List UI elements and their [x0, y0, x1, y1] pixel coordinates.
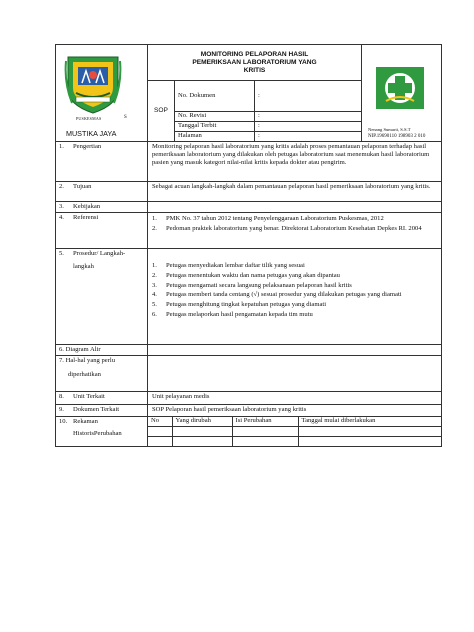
row-prosedur [56, 249, 442, 345]
table-row [148, 436, 441, 446]
content-rekaman [148, 416, 442, 446]
row-hal-hal [56, 356, 442, 392]
header-s-mark: S [124, 115, 127, 120]
content-pengertian: Monitoring pelaporan hasil laboratorium yang kritis adalah proses pemantauan pelaporan terhadap hasil pemeriksaan laboratorium yang dilakukan oleh petugas laboratorium saat menemukan hasil laboratorium pasien yang masuk kategori nilai-nilai kritis kepada dokter atau pengirim. [148, 142, 442, 182]
row-kebijakan [56, 202, 442, 213]
signer-nip: NIP.19690110 198903 2 010 [368, 134, 426, 139]
meta-value-tanggal-terbit: : [255, 122, 362, 132]
label-referensi: 4. Referensi [56, 213, 148, 249]
label-rekaman: 10. Rekaman HistorisPerubahan [56, 416, 148, 446]
table-row [148, 426, 441, 436]
label-tujuan: 2. Tujuan [56, 182, 148, 202]
label-diagram-alir: 6. Diagram Alir [56, 345, 148, 356]
column-header-isi-perubahan: Isi Perubahan [232, 417, 298, 427]
document-title: MONITORING PELAPORAN HASIL PEMERIKSAAN LABORATORIUM YANG KRITIS [148, 45, 362, 81]
list-item: 4. Petugas memberi tanda centang (√) sesuai prosedur yang dilakukan petugas yang diamati [152, 291, 402, 299]
table-header-row [148, 417, 441, 427]
label-hal-hal: 7. Hal-hal yang perlu diperhatikan [56, 356, 148, 392]
content-referensi [148, 213, 442, 249]
content-hal-hal [148, 356, 442, 392]
label-unit-terkait: 8. Unit Terkait [56, 392, 148, 404]
list-item: 2. Petugas menentukan waktu dan nama petugas yang akan dipantau [152, 271, 340, 279]
label-kebijakan: 3. Kebijakan [56, 202, 148, 213]
meta-value-no-dokumen: : [255, 81, 362, 112]
label-dokumen-terkait: 9. Dokumen Terkait [56, 404, 148, 416]
column-header-tanggal: Tanggal mulai diberlakukan [298, 417, 441, 427]
header-right-logo-cell [362, 45, 442, 142]
label-pengertian: 1. Pengertian [56, 142, 148, 182]
puskesmas-small-label: PUSKESMAS [76, 116, 102, 121]
meta-label-tanggal-terbit: Tanggal Terbit [175, 122, 255, 132]
row-rekaman [56, 416, 442, 446]
row-dokumen-terkait [56, 404, 442, 416]
row-unit-terkait [56, 392, 442, 404]
label-prosedur: 5. Prosedur/ Langkah- langkah [56, 249, 148, 345]
puskesmas-logo-icon [376, 67, 424, 109]
content-diagram-alir [148, 345, 442, 356]
list-item: 1. Petugas menyediakan lembar daftar tilik yang sesuai [152, 262, 305, 270]
meta-label-no-revisi: No. Revisi [175, 112, 255, 122]
puskesmas-name: MUSTIKA JAYA [66, 129, 117, 138]
meta-value-halaman: : [255, 132, 362, 142]
list-item: 6. Petugas melaporkan hasil pengamatan kepada tim mutu [152, 310, 313, 318]
content-dokumen-terkait: SOP Pelaporan hasil pemeriksaan laboratorium yang kritis [148, 404, 442, 416]
row-referensi [56, 213, 442, 249]
content-kebijakan [148, 202, 442, 213]
content-unit-terkait: Unit pelayanan medis [148, 392, 442, 404]
signer-name: Nenang Sumarti, S.S.T [368, 127, 411, 132]
content-tujuan: Sebagai acuan langkah-langkah dalam pemantauan pelaporan hasil pemeriksaan laboratorium yang kritis. [148, 182, 442, 202]
row-pengertian [56, 142, 442, 182]
list-item: 5. Petugas menghitung tingkat kepatuhan petugas yang diamati [152, 301, 327, 309]
content-prosedur [148, 249, 442, 345]
revision-history-table [148, 417, 441, 446]
list-item: 3. Petugas mengamati secara langsung pelaksanaan pelaporan hasil kritis [152, 281, 352, 289]
kabupaten-emblem-icon [64, 53, 122, 115]
meta-label-no-dokumen: No. Dokumen [175, 81, 255, 112]
header-logo-cell [56, 45, 148, 142]
sop-table [55, 44, 442, 447]
column-header-yang-dirubah: Yang dirubah [172, 417, 232, 427]
meta-label-halaman: Halaman [175, 132, 255, 142]
list-item: 1. PMK No. 37 tahun 2012 tentang Penyelenggaraan Laboratorium Puskesmas, 2012 [152, 215, 384, 223]
list-item: 2. Pedoman praktek laboratorium yang benar. Direktorat Laboratorium Kesehatan Depkes RI. 2004 [152, 224, 422, 232]
row-tujuan [56, 182, 442, 202]
row-diagram-alir [56, 345, 442, 356]
sop-label: SOP [148, 81, 175, 142]
column-header-no: No [148, 417, 172, 427]
meta-value-no-revisi: : [255, 112, 362, 122]
